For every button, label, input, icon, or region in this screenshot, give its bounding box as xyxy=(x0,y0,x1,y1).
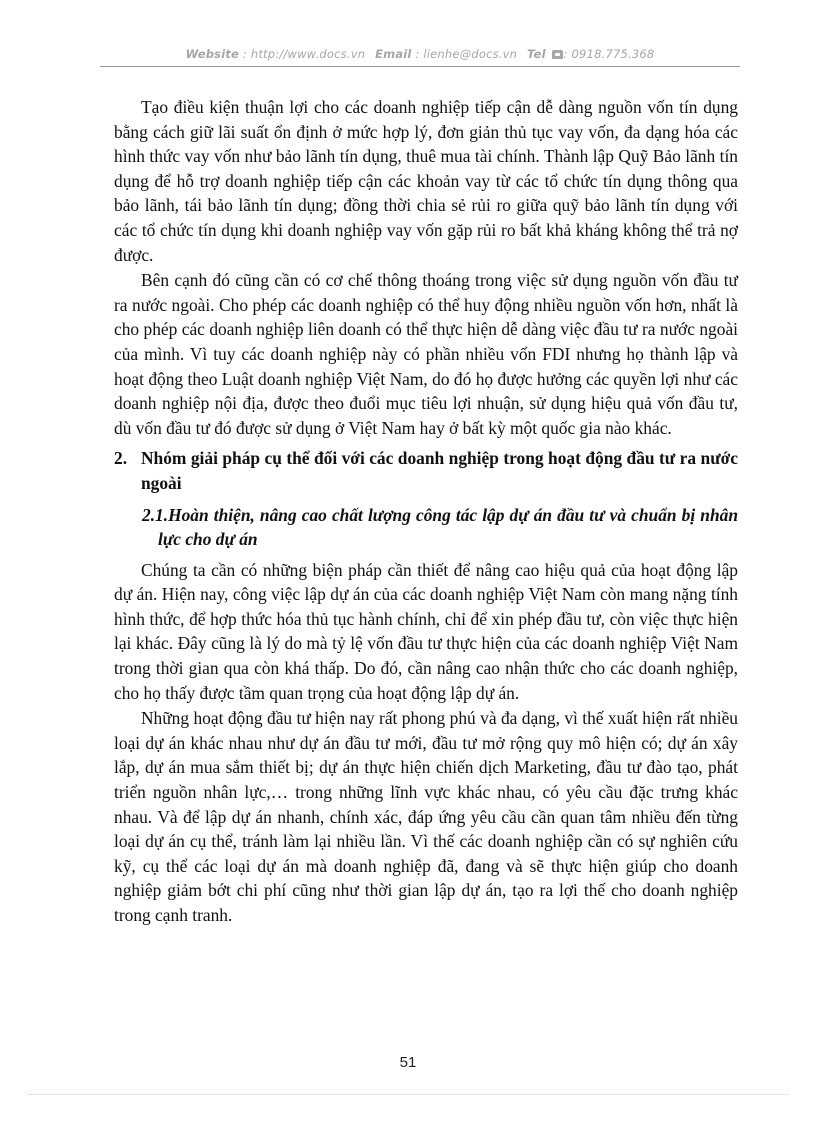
phone-icon xyxy=(552,50,563,59)
email-label: Email xyxy=(375,47,412,61)
page-bottom-border xyxy=(28,1094,788,1095)
website-label: Website xyxy=(185,47,240,61)
page-number: 51 xyxy=(399,1054,417,1071)
header-divider xyxy=(100,66,740,67)
body-paragraph-4: Những hoạt động đầu tư hiện nay rất phong phú và đa dạng, vì thế xuất hiện rất nhiều loại dự án khác nhau như dự án đầu tư mới, đầu tư mở rộng quy mô hiện có; dự án xây lắp, dự án mua sắm thiết bị; dự án thực hiện chiến dịch Marketing, đầu tư đào tạo, phát triển nguồn nhân lực,… trong những lĩnh vực khác nhau, có yêu cầu đặc trưng khác nhau. Và để lập dự án nhanh, chính xác, đáp ứng yêu cầu cần quan tâm nhiều đến từng loại dự án cụ thể, tránh làm lại nhiều lần. Vì thế các doanh nghiệp cần có sự nghiên cứu kỹ, cụ thể các loại dự án mà doanh nghiệp đã, đang và sẽ thực hiện giúp cho doanh nghiệp giảm bớt chi phí cũng như thời gian lập dự án, tạo ra lợi thế cho doanh nghiệp trong cạnh tranh. xyxy=(114,708,738,925)
body-paragraph-3: Chúng ta cần có những biện pháp cần thiết để nâng cao hiệu quả của hoạt động lập dự án. Hiện nay, công việc lập dự án của các doanh nghiệp Việt Nam còn mang nặng tính hình thức, để hợp thức hóa thủ tục hành chính, chỉ để xin phép đầu tư, còn việc thực hiện lại khác. Đây cũng là lý do mà tỷ lệ vốn đầu tư thực hiện của các doanh nghiệp Việt Nam trong thời gian qua còn khá thấp. Do đó, cần nâng cao nhận thức cho các doanh nghiệp, cho họ thấy được tầm quan trọng của hoạt động lập dự án. xyxy=(114,559,738,703)
tel-value: : 0918.775.368 xyxy=(563,47,655,61)
body-paragraph-2: Bên cạnh đó cũng cần có cơ chế thông thoáng trong việc sử dụng nguồn vốn đầu tư ra nước ngoài. Cho phép các doanh nghiệp có thể huy động nhiều nguồn vốn hơn, nhất là cho phép các doanh nghiệp liên doanh có thể thực hiện dễ dàng việc đầu tư ra nước ngoài của mình. Vì tuy các doanh nghiệp này có phần nhiều vốn FDI nhưng họ thành lập và hoạt động theo Luật doanh nghiệp Việt Nam, do đó họ được hưởng các quyền lợi như các doanh nghiệp nội địa, được theo đuổi mục tiêu lợi nhuận, sử dụng hiệu quả vốn đầu tư, dù vốn đầu tư đó được sử dụng ở Việt Nam hay ở bất kỳ một quốc gia nào khác. xyxy=(114,270,738,438)
section-heading-text: Nhóm giải pháp cụ thể đối với các doanh nghiệp trong hoạt động đầu tư ra nước ngoài xyxy=(141,448,738,493)
tel-label: Tel xyxy=(527,47,546,61)
section-heading-2 xyxy=(114,446,738,495)
document-body xyxy=(114,95,738,928)
page-header xyxy=(100,47,740,61)
body-paragraph-1: Tạo điều kiện thuận lợi cho các doanh nghiệp tiếp cận dễ dàng nguồn vốn tín dụng bằng cách giữ lãi suất ổn định ở mức hợp lý, đơn giản thủ tục vay vốn, đa dạng hóa các hình thức vay vốn như bảo lãnh tín dụng, thuê mua tài chính. Thành lập Quỹ Bảo lãnh tín dụng để hỗ trợ doanh nghiệp tiếp cận các khoản vay từ các tổ chức tín dụng thông qua bảo lãnh, tái bảo lãnh tín dụng; đồng thời chia sẻ rủi ro giữa quỹ bảo lãnh tín dụng với các tổ chức tín dụng khi doanh nghiệp vay vốn gặp rủi ro bất khả kháng không thể trả nợ được. xyxy=(114,97,738,265)
website-value: : http://www.docs.vn xyxy=(242,47,366,61)
section-heading-number: 2. xyxy=(114,448,128,469)
email-value: : lienhe@docs.vn xyxy=(415,47,518,61)
subsection-heading-2-1: 2.1.Hoàn thiện, nâng cao chất lượng công tác lập dự án đầu tư và chuẩn bị nhân lực cho dự án xyxy=(142,504,738,550)
